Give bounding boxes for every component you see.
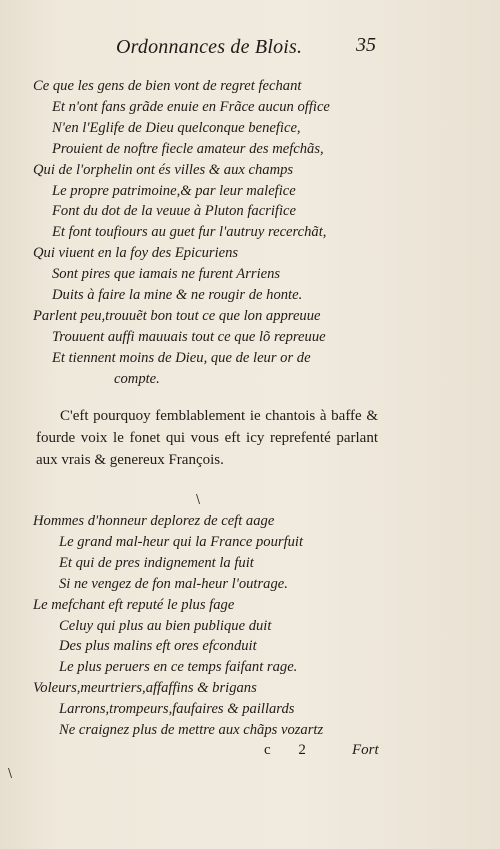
running-title: Ordonnances de Blois. <box>116 36 303 58</box>
verse-line: Trouuent auffi mauuais tout ce que lõ repreuue <box>52 328 326 345</box>
verse-line: Voleurs,meurtriers,affaffins & brigans <box>33 680 257 697</box>
prose-text: C'eft pourquoy femblablement ie chantois à baffe & fourde voix le fonet qui vous eft icy reprefenté parlant aux vrais & genereux François. <box>36 408 378 468</box>
verse-line: Le mefchant eft reputé le plus fage <box>33 596 235 613</box>
verse-line: Duits à faire la mine & ne rougir de honte. <box>52 287 303 304</box>
verse-line: Des plus malins eft ores efconduit <box>59 638 257 655</box>
stray-ink-mark: \ <box>196 492 201 506</box>
prose-paragraph <box>36 405 378 471</box>
verse-line: Le grand mal-heur qui la France pourfuit <box>59 533 304 550</box>
verse-line: Et qui de pres indignement la fuit <box>59 554 254 571</box>
page-header <box>0 30 500 66</box>
verse-line: Et tiennent moins de Dieu, que de leur or de <box>52 349 311 366</box>
poem-second <box>0 511 500 741</box>
verse-line: Ce que les gens de bien vont de regret fechant <box>33 78 302 94</box>
verse-line: Font du dot de la veuue à Pluton facrifice <box>52 203 296 220</box>
verse-line: Larrons,trompeurs,faufaires & paillards <box>59 701 295 718</box>
verse-line: Le plus peruers en ce temps faifant rage. <box>59 659 298 676</box>
signature-mark: c 2 <box>264 742 318 758</box>
verse-line: N'en l'Eglife de Dieu quelconque benefice, <box>52 119 301 136</box>
verse-line: compte. <box>114 370 160 387</box>
verse-line: Sont pires que iamais ne furent Arriens <box>52 266 281 283</box>
verse-line: Celuy qui plus au bien publique duit <box>59 617 272 634</box>
verse-line: Hommes d'honneur deplorez de ceft aage <box>33 513 275 529</box>
verse-line: Le propre patrimoine,& par leur malefice <box>52 182 296 199</box>
verse-line: Prouient de noftre fiecle amateur des mefchãs, <box>52 140 324 157</box>
page-number: 35 <box>356 34 376 56</box>
catchword: Fort <box>352 742 379 758</box>
page-footer <box>0 742 500 764</box>
stray-ink-mark: \ <box>8 766 13 780</box>
poem-first <box>0 76 500 390</box>
verse-line: Si ne vengez de fon mal-heur l'outrage. <box>59 575 288 592</box>
verse-line: Et n'ont fans grãde enuie en Frãce aucun office <box>52 98 330 115</box>
verse-line: Ne craignez plus de mettre aux chãps vozartz <box>59 722 324 739</box>
verse-line: Qui viuent en la foy des Epicuriens <box>33 245 239 262</box>
verse-line: Et font toufiours au guet fur l'autruy recerchãt, <box>52 224 327 241</box>
verse-line: Qui de l'orphelin ont és villes & aux champs <box>33 161 294 178</box>
verse-line: Parlent peu,trouuẽt bon tout ce que lon appreuue <box>33 307 321 324</box>
